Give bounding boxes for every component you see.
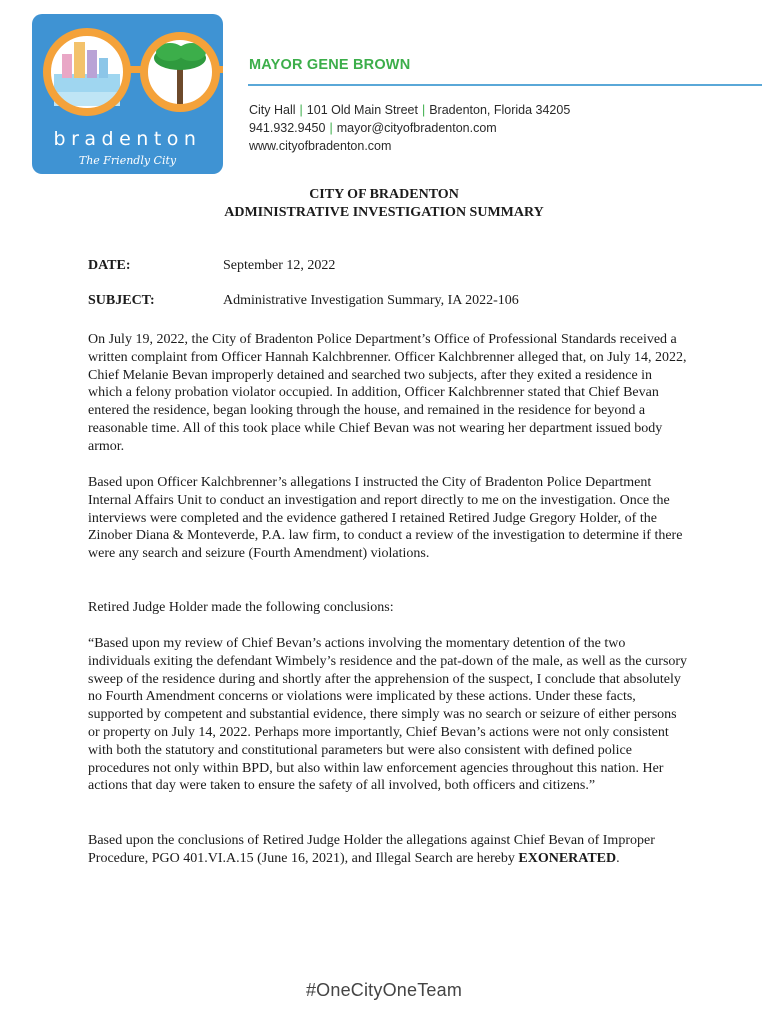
separator: |	[421, 103, 426, 117]
subject-value: Administrative Investigation Summary, IA 2022-106	[223, 293, 519, 308]
phone-number: 941.932.9450	[249, 121, 326, 135]
address-line	[249, 101, 570, 119]
paragraph-complaint: On July 19, 2022, the City of Bradenton Police Department’s Office of Professional Standards received a written complaint from Officer Hannah Kalchbrenner. Officer Kalchbrenner alleged that, on July 14, 2022, Chief Melanie Bevan improperly detained and searched two subjects, after they exited a residence in which a felony probation violator occupied. In addition, Officer Kalchbrenner stated that Chief Bevan entered the residence, began looking through the house, and remained in the residence for beyond a reasonable time. All of this took place while Chief Bevan was not wearing her department issued body armor.	[88, 332, 687, 454]
separator: |	[329, 121, 333, 135]
outcome-text: Based upon the conclusions of Retired Judge Holder the allegations against Chief Bevan of Improper Procedure, PGO 401.VI.A.15 (June 16, 2021), and Illegal Search are hereby	[88, 833, 655, 866]
website-link[interactable]: www.cityofbradenton.com	[249, 139, 392, 153]
footer-hashtag: #OneCityOneTeam	[305, 980, 463, 1000]
verdict-period: .	[616, 850, 620, 866]
phone-email-line	[249, 119, 570, 137]
logo-tagline: The Friendly City	[78, 154, 177, 167]
paragraph-investigation: Based upon Officer Kalchbrenner’s allegations I instructed the City of Bradenton Police Department Internal Affairs Unit to conduct an investigation and report directly to me on the investigation. Once the interviews were completed and the evidence gathered I retained Retired Judge Gregory Holder, of the Zinober Diana & Monteverde, P.A. law firm, to conduct a review of the investigation to determine if there were any search and seizure (Fourth Amendment) violations.	[88, 475, 683, 562]
separator: |	[299, 103, 303, 117]
sunglasses-city-icon	[32, 14, 223, 174]
paragraph-outcome	[88, 832, 688, 868]
city-logo	[32, 14, 223, 174]
contact-block	[249, 101, 570, 155]
paragraph-conclusions-intro: Retired Judge Holder made the following conclusions:	[88, 600, 394, 615]
title-line-1: CITY OF BRADENTON	[309, 187, 459, 202]
title-line-2: ADMINISTRATIVE INVESTIGATION SUMMARY	[224, 205, 544, 220]
address-street: 101 Old Main Street	[306, 103, 418, 117]
header-divider	[248, 84, 762, 86]
paragraph-judge-quote: “Based upon my review of Chief Bevan’s actions involving the momentary detention of the two individuals exiting the defendant Wimbely’s residence and the pat-down of the male, as well as the cursory sweep of the residence during and shortly after the apprehension of the suspect, I conclude that absolutely no Fourth Amendment concerns or violations were implicated by these actions. Under these facts, supported by competent and substantial evidence, there simply was no search or seizure of either persons or property on July 14, 2022. Perhaps more importantly, Chief Bevan’s actions were not only consistent with both the statutory and constitutional parameters but were also consistent with defined police procedures not only within BPD, but also within law enforcement agencies throughout this nation. Her actions that day were taken to ensure the safety of all involved, both officers and citizens.”	[88, 636, 688, 794]
mayor-name: MAYOR GENE BROWN	[249, 57, 411, 73]
subject-label: SUBJECT:	[88, 293, 155, 308]
date-value: September 12, 2022	[223, 258, 336, 273]
logo-wordmark: bradenton	[53, 128, 202, 150]
address-city: Bradenton, Florida 34205	[429, 103, 571, 117]
verdict: EXONERATED	[518, 850, 617, 866]
address-building: City Hall	[249, 103, 296, 117]
email-link[interactable]: mayor@cityofbradenton.com	[336, 121, 497, 135]
date-label: DATE:	[88, 258, 131, 273]
document-title	[0, 186, 768, 222]
